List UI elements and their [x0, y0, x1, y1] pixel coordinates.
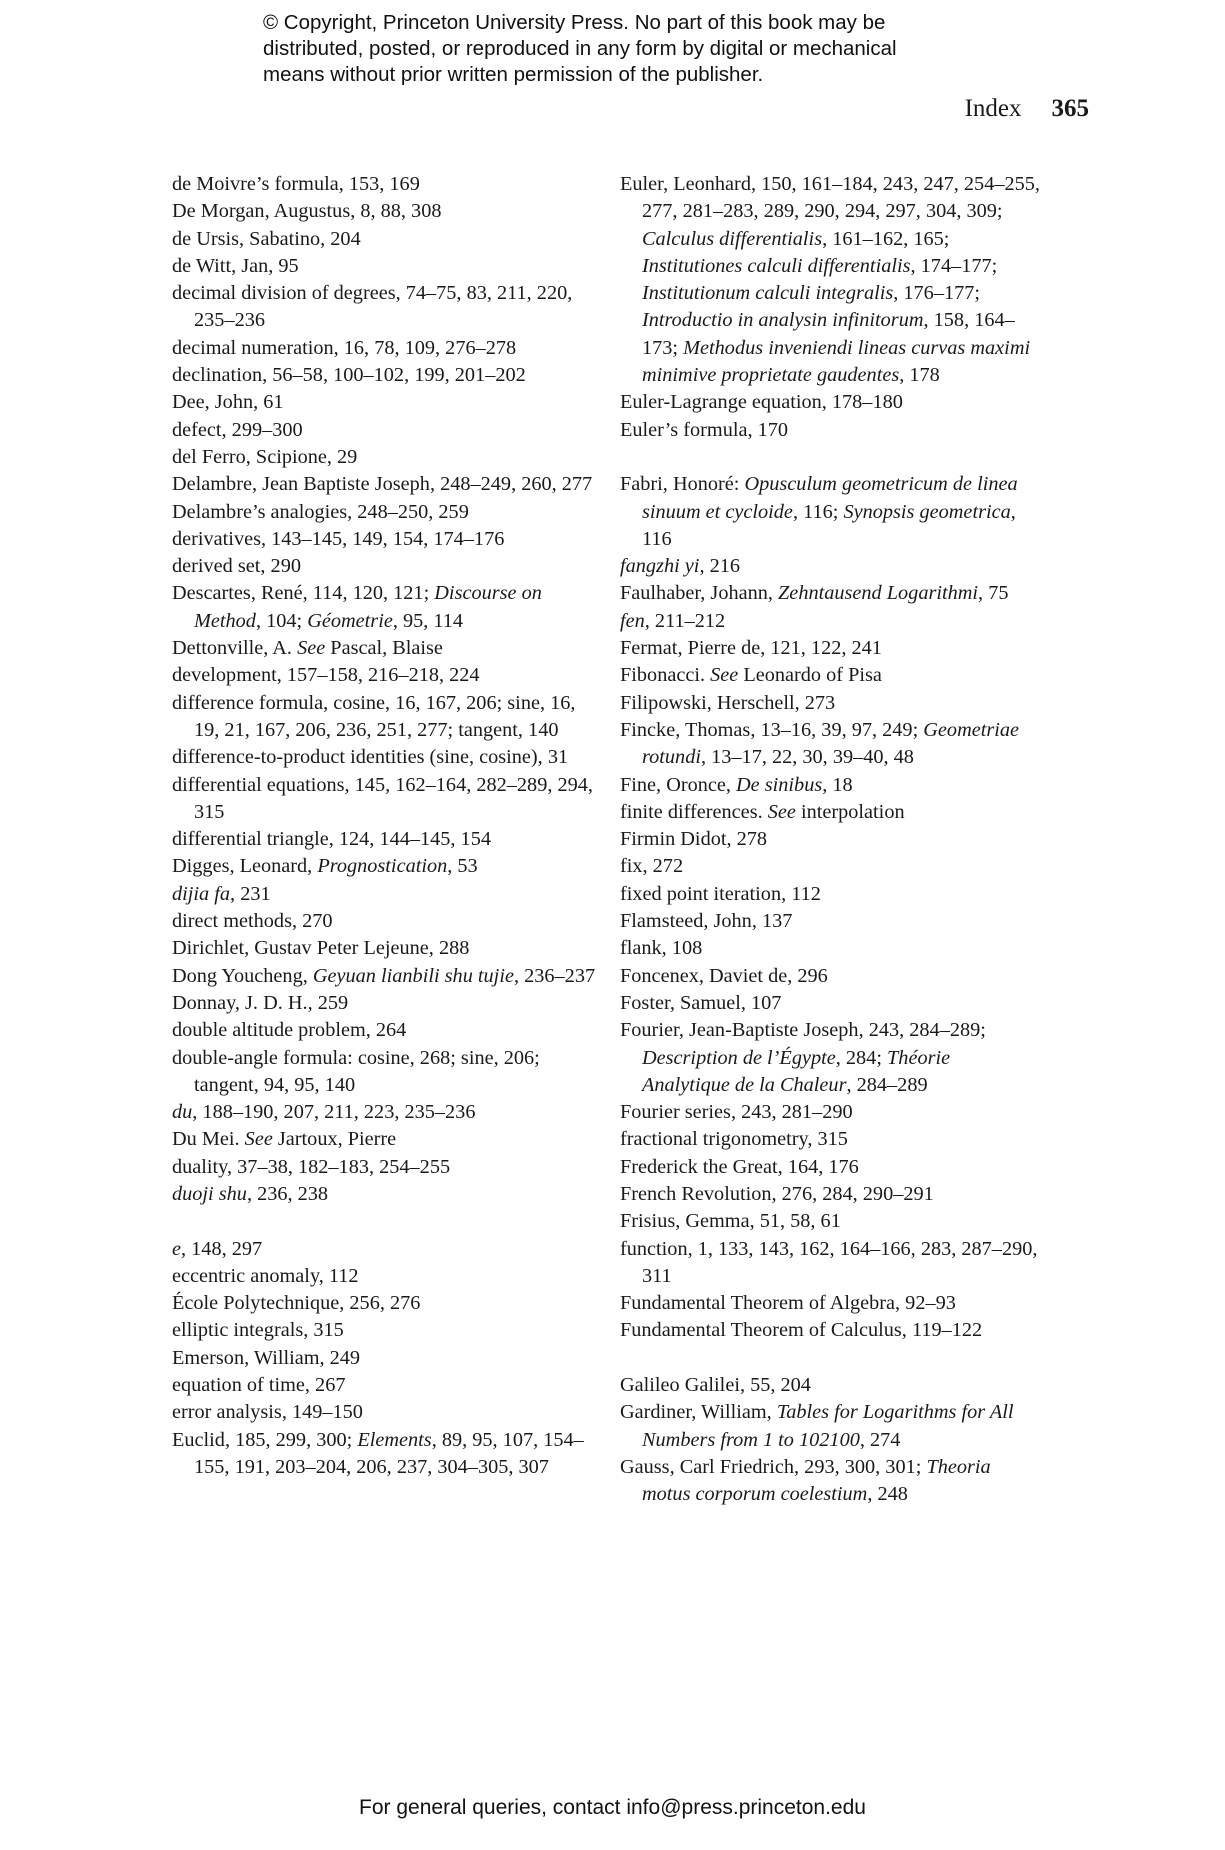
page-number: 365 [1051, 95, 1089, 122]
index-entry [172, 1290, 602, 1317]
index-entry-italic: Geyuan lianbili shu tujie [312, 964, 514, 987]
index-entry-text: , 176–177; [893, 282, 981, 305]
index-entry [620, 963, 1040, 990]
index-entry-text: , 284; [835, 1046, 888, 1069]
index-entry [172, 908, 602, 935]
index-entry-text: Fincke, Thomas, 13–16, 39, 97, 249; [620, 718, 924, 741]
index-entry-text: elliptic integrals, 315 [172, 1319, 344, 1342]
index-entry [172, 1154, 602, 1181]
index-entry [172, 444, 602, 471]
index-entry-italic: See [767, 800, 796, 823]
index-entry [172, 853, 602, 880]
index-entry-text: derivatives, 143–145, 149, 154, 174–176 [172, 527, 505, 550]
index-entry-text: Delambre, Jean Baptiste Joseph, 248–249, 260, 277 [172, 473, 593, 496]
index-entry-text: duality, 37–38, 182–183, 254–255 [172, 1155, 451, 1178]
index-entry-italic: dijia fa [172, 882, 231, 905]
index-entry [172, 990, 602, 1017]
index-entry-text: Euclid, 185, 299, 300; [172, 1428, 358, 1451]
index-entry-italic: Elements [357, 1428, 432, 1451]
index-entry-text: decimal division of degrees, 74–75, 83, 211, 220, 235–236 [172, 282, 573, 332]
index-entry-italic: Géometrie [307, 609, 393, 632]
index-entry-text: , 236–237 [513, 964, 596, 987]
index-entry-text: Fundamental Theorem of Calculus, 119–122 [620, 1319, 983, 1342]
index-entry [620, 1372, 1040, 1399]
index-entry-italic: Calculus differentialis [642, 227, 823, 250]
index-entry [172, 1236, 602, 1263]
index-entry [620, 826, 1040, 853]
index-entry-text: Fermat, Pierre de, 121, 122, 241 [620, 637, 882, 660]
index-entry-text: double-angle formula: cosine, 268; sine, 206; tangent, 94, 95, 140 [172, 1046, 540, 1096]
index-entry [620, 1126, 1040, 1153]
index-entry-text: direct methods, 270 [172, 910, 333, 933]
index-column-left [172, 171, 602, 1481]
index-entry-italic: Opusculum geometricum de linea sinuum et cycloide [642, 473, 1018, 523]
index-entry [172, 553, 602, 580]
index-entry-text: difference formula, cosine, 16, 167, 206; sine, 16, 19, 21, 167, 206, 236, 251, 277; tangent, 140 [172, 691, 576, 741]
index-entry-italic: De sinibus [736, 773, 823, 796]
index-entry-italic: See [244, 1128, 273, 1151]
index-entry-italic: Description de l’Égypte [642, 1046, 836, 1069]
index-entry-italic: Théorie Analytique de la Chaleur [642, 1046, 951, 1096]
index-entry-text: del Ferro, Scipione, 29 [172, 445, 358, 468]
index-entry-italic: See [297, 637, 326, 660]
index-entry [172, 690, 602, 745]
index-entry-text: decimal numeration, 16, 78, 109, 276–278 [172, 336, 517, 359]
index-entry-text: Du Mei. [172, 1128, 245, 1151]
index-entry [172, 772, 602, 827]
index-entry-italic: fen [620, 609, 645, 632]
index-entry-text: Fourier series, 243, 281–290 [620, 1101, 853, 1124]
index-entry [620, 1236, 1040, 1291]
index-entry-text: Fabri, Honoré: [620, 473, 745, 496]
index-entry-text: double altitude problem, 264 [172, 1019, 407, 1042]
index-entry [620, 580, 1040, 607]
letter-group-gap [620, 444, 1040, 471]
index-entry [172, 1372, 602, 1399]
index-entry [620, 1181, 1040, 1208]
index-entry [172, 362, 602, 389]
index-entry [620, 1154, 1040, 1181]
index-entry [172, 198, 602, 225]
index-entry [172, 499, 602, 526]
index-entry [620, 772, 1040, 799]
index-entry-text: fixed point iteration, 112 [620, 882, 821, 905]
index-entry [620, 853, 1040, 880]
index-entry-text: Firmin Didot, 278 [620, 828, 768, 851]
index-entry-text: eccentric anomaly, 112 [172, 1264, 359, 1287]
index-entry-text: equation of time, 267 [172, 1374, 346, 1397]
index-entry-text: derived set, 290 [172, 555, 301, 578]
index-entry-text: development, 157–158, 216–218, 224 [172, 664, 480, 687]
index-entry-text: interpolation [795, 800, 905, 823]
index-entry-text: Descartes, René, 114, 120, 121; [172, 582, 435, 605]
index-entry-text: defect, 299–300 [172, 418, 303, 441]
index-entry-text: fractional trigonometry, 315 [620, 1128, 848, 1151]
index-entry [620, 1017, 1040, 1099]
index-entry [620, 990, 1040, 1017]
index-entry-text: flank, 108 [620, 937, 703, 960]
index-entry-text: Emerson, William, 249 [172, 1346, 361, 1369]
index-entry [620, 389, 1040, 416]
index-entry-text: fix, 272 [620, 855, 684, 878]
index-entry-text: , 211–212 [644, 609, 726, 632]
index-entry-text: , 13–17, 22, 30, 39–40, 48 [700, 746, 914, 769]
index-entry-text: , 95, 114 [392, 609, 464, 632]
index-entry [172, 335, 602, 362]
index-entry [620, 881, 1040, 908]
index-entry [172, 417, 602, 444]
index-entry-text: Frisius, Gemma, 51, 58, 61 [620, 1210, 841, 1233]
copyright-line: distributed, posted, or reproduced in any form by digital or mechanical [263, 37, 897, 60]
index-entry-text: Fine, Oronce, [620, 773, 737, 796]
index-entry [172, 389, 602, 416]
index-entry-text: , 174–177; [910, 254, 998, 277]
index-entry [620, 635, 1040, 662]
index-entry-text: Flamsteed, John, 137 [620, 910, 793, 933]
section-title: Index [964, 95, 1022, 122]
index-entry-text: Foncenex, Daviet de, 296 [620, 964, 828, 987]
footer-contact: For general queries, contact info@press.princeton.edu [359, 1796, 866, 1819]
index-entry-text: Dee, John, 61 [172, 391, 284, 414]
index-entry-italic: Institutionum calculi integralis [642, 282, 894, 305]
index-entry-text: , 188–190, 207, 211, 223, 235–236 [192, 1101, 476, 1124]
index-entry-text: Gauss, Carl Friedrich, 293, 300, 301; [620, 1455, 927, 1478]
index-entry-text: Gardiner, William, [620, 1401, 777, 1424]
index-entry-italic: Synopsis geometrica [843, 500, 1011, 523]
index-entry-text: , 89, 95, 107, 154–155, 191, 203–204, 206, 237, 304–305, 307 [194, 1428, 584, 1478]
index-entry-text: , 75 [978, 582, 1009, 605]
index-entry-text: function, 1, 133, 143, 162, 164–166, 283, 287–290, 311 [620, 1237, 1038, 1287]
index-entry-text: Fibonacci. [620, 664, 711, 687]
index-entry [172, 1099, 602, 1126]
index-entry [620, 1099, 1040, 1126]
index-entry-text: Euler’s formula, 170 [620, 418, 789, 441]
index-entry-italic: Discourse on Method [194, 582, 542, 632]
index-entry [172, 744, 602, 771]
index-entry-text: , 274 [859, 1428, 901, 1451]
index-entry-text: finite differences. [620, 800, 768, 823]
index-entry [620, 799, 1040, 826]
index-entry [172, 1427, 602, 1482]
index-entry [172, 1126, 602, 1153]
index-entry-text: difference-to-product identities (sine, cosine), 31 [172, 746, 569, 769]
index-entry [172, 662, 602, 689]
index-entry-italic: duoji shu [172, 1182, 247, 1205]
index-entry-text: , 116 [642, 500, 1016, 550]
index-entry [172, 1317, 602, 1344]
index-entry-text: de Moivre’s formula, 153, 169 [172, 173, 420, 195]
index-entry [620, 717, 1040, 772]
index-entry-text: Galileo Galilei, 55, 204 [620, 1374, 811, 1397]
running-head [965, 94, 1089, 124]
index-entry-italic: e [172, 1237, 182, 1260]
index-entry [172, 1399, 602, 1426]
index-entry-text: Dettonville, A. [172, 637, 298, 660]
index-entry [620, 935, 1040, 962]
copyright-line: means without prior written permission of the publisher. [263, 63, 764, 86]
index-entry [620, 908, 1040, 935]
index-entry-italic: Tables for Logarithms for All Numbers from 1 to 102100 [642, 1401, 1014, 1451]
index-entry [620, 1317, 1040, 1344]
index-entry [172, 526, 602, 553]
index-entry-text: Euler, Leonhard, 150, 161–184, 243, 247, 254–255, 277, 281–283, 289, 290, 294, 297, 304, 309; [620, 173, 1040, 223]
index-entry-text: Euler-Lagrange equation, 178–180 [620, 391, 903, 414]
index-entry [172, 1017, 602, 1044]
index-entry-text: de Ursis, Sabatino, 204 [172, 227, 361, 250]
index-entry [172, 171, 602, 198]
index-entry-text: École Polytechnique, 256, 276 [172, 1292, 421, 1315]
index-entry-text: error analysis, 149–150 [172, 1401, 363, 1424]
index-entry-text: declination, 56–58, 100–102, 199, 201–202 [172, 364, 526, 387]
index-entry [620, 1290, 1040, 1317]
index-entry [620, 171, 1040, 389]
index-entry-text: , 161–162, 165; [822, 227, 950, 250]
index-entry-text: , 53 [447, 855, 478, 878]
index-entry-text: de Witt, Jan, 95 [172, 254, 299, 277]
index-entry-text: , 158, 164–173; [642, 309, 1015, 359]
index-entry-text: Dong Youcheng, [172, 964, 313, 987]
index-entry [172, 635, 602, 662]
index-entry [620, 1454, 1040, 1509]
index-entry-text: Digges, Leonard, [172, 855, 318, 878]
index-entry [172, 253, 602, 280]
index-entry-text: Donnay, J. D. H., 259 [172, 991, 349, 1014]
index-entry [620, 417, 1040, 444]
index-entry-italic: Prognostication [317, 855, 448, 878]
copyright-line: © Copyright, Princeton University Press. No part of this book may be [263, 11, 886, 34]
index-entry-text: , 148, 297 [181, 1237, 263, 1260]
index-entry [172, 963, 602, 990]
index-entry [620, 662, 1040, 689]
index-entry-italic: Theoria motus corporum coelestium [642, 1455, 991, 1506]
index-entry-italic: Zehntausend Logarithmi [778, 582, 979, 605]
index-entry [620, 471, 1040, 553]
index-entry-italic: Methodus inveniendi lineas curvas maximi minimive proprietate gaudentes [642, 336, 1031, 387]
index-entry-italic: Introductio in analysin infinitorum [642, 309, 924, 332]
letter-group-gap [620, 1345, 1040, 1372]
index-entry-text: , 236, 238 [246, 1182, 329, 1205]
index-entry-text: , 248 [867, 1483, 908, 1506]
index-entry [172, 935, 602, 962]
index-entry-text: , 231 [230, 882, 271, 905]
index-entry-italic: Institutiones calculi differentialis [642, 254, 911, 277]
index-entry-italic: Geometriae rotundi [642, 718, 1020, 769]
index-entry-text: Foster, Samuel, 107 [620, 991, 782, 1014]
index-entry-text: differential equations, 145, 162–164, 282–289, 294, 315 [172, 773, 593, 823]
index-entry [620, 608, 1040, 635]
index-entry [172, 1181, 602, 1208]
index-entry-text: Fundamental Theorem of Algebra, 92–93 [620, 1292, 956, 1315]
index-entry [620, 690, 1040, 717]
index-entry-text: , 216 [699, 555, 740, 578]
index-entry-text: differential triangle, 124, 144–145, 154 [172, 828, 491, 851]
index-entry [172, 471, 602, 498]
index-entry-text: , 284–289 [846, 1073, 928, 1096]
index-entry [172, 226, 602, 253]
index-entry-italic: du [172, 1101, 193, 1124]
index-entry-text: Pascal, Blaise [325, 637, 443, 660]
index-entry [620, 1399, 1040, 1454]
index-entry-italic: fangzhi yi [620, 555, 700, 578]
index-entry-text: Fourier, Jean-Baptiste Joseph, 243, 284–289; [620, 1019, 986, 1042]
index-entry-text: Frederick the Great, 164, 176 [620, 1155, 859, 1178]
copyright-notice [263, 10, 1023, 88]
index-entry-text: Dirichlet, Gustav Peter Lejeune, 288 [172, 937, 470, 960]
index-entry-text: Delambre’s analogies, 248–250, 259 [172, 500, 469, 523]
index-entry [172, 1045, 602, 1100]
index-entry-text: Faulhaber, Johann, [620, 582, 779, 605]
index-column-right [620, 171, 1040, 1509]
index-entry-text: , 116; [792, 500, 844, 523]
index-entry [172, 1263, 602, 1290]
index-entry [172, 826, 602, 853]
index-entry-text: , 104; [255, 609, 308, 632]
index-entry-text: French Revolution, 276, 284, 290–291 [620, 1182, 934, 1205]
index-entry-text: Filipowski, Herschell, 273 [620, 691, 836, 714]
index-entry [620, 553, 1040, 580]
index-entry-text: Leonardo of Pisa [738, 664, 882, 687]
letter-group-gap [172, 1208, 602, 1235]
index-entry [620, 1208, 1040, 1235]
index-entry [172, 1345, 602, 1372]
index-entry-text: De Morgan, Augustus, 8, 88, 308 [172, 200, 442, 223]
index-entry-text: Jartoux, Pierre [272, 1128, 397, 1151]
index-entry-text: , 178 [899, 364, 940, 387]
index-entry-text: , 18 [822, 773, 853, 796]
index-entry [172, 580, 602, 635]
index-entry-italic: See [710, 664, 739, 687]
index-entry [172, 881, 602, 908]
index-entry [172, 280, 602, 335]
